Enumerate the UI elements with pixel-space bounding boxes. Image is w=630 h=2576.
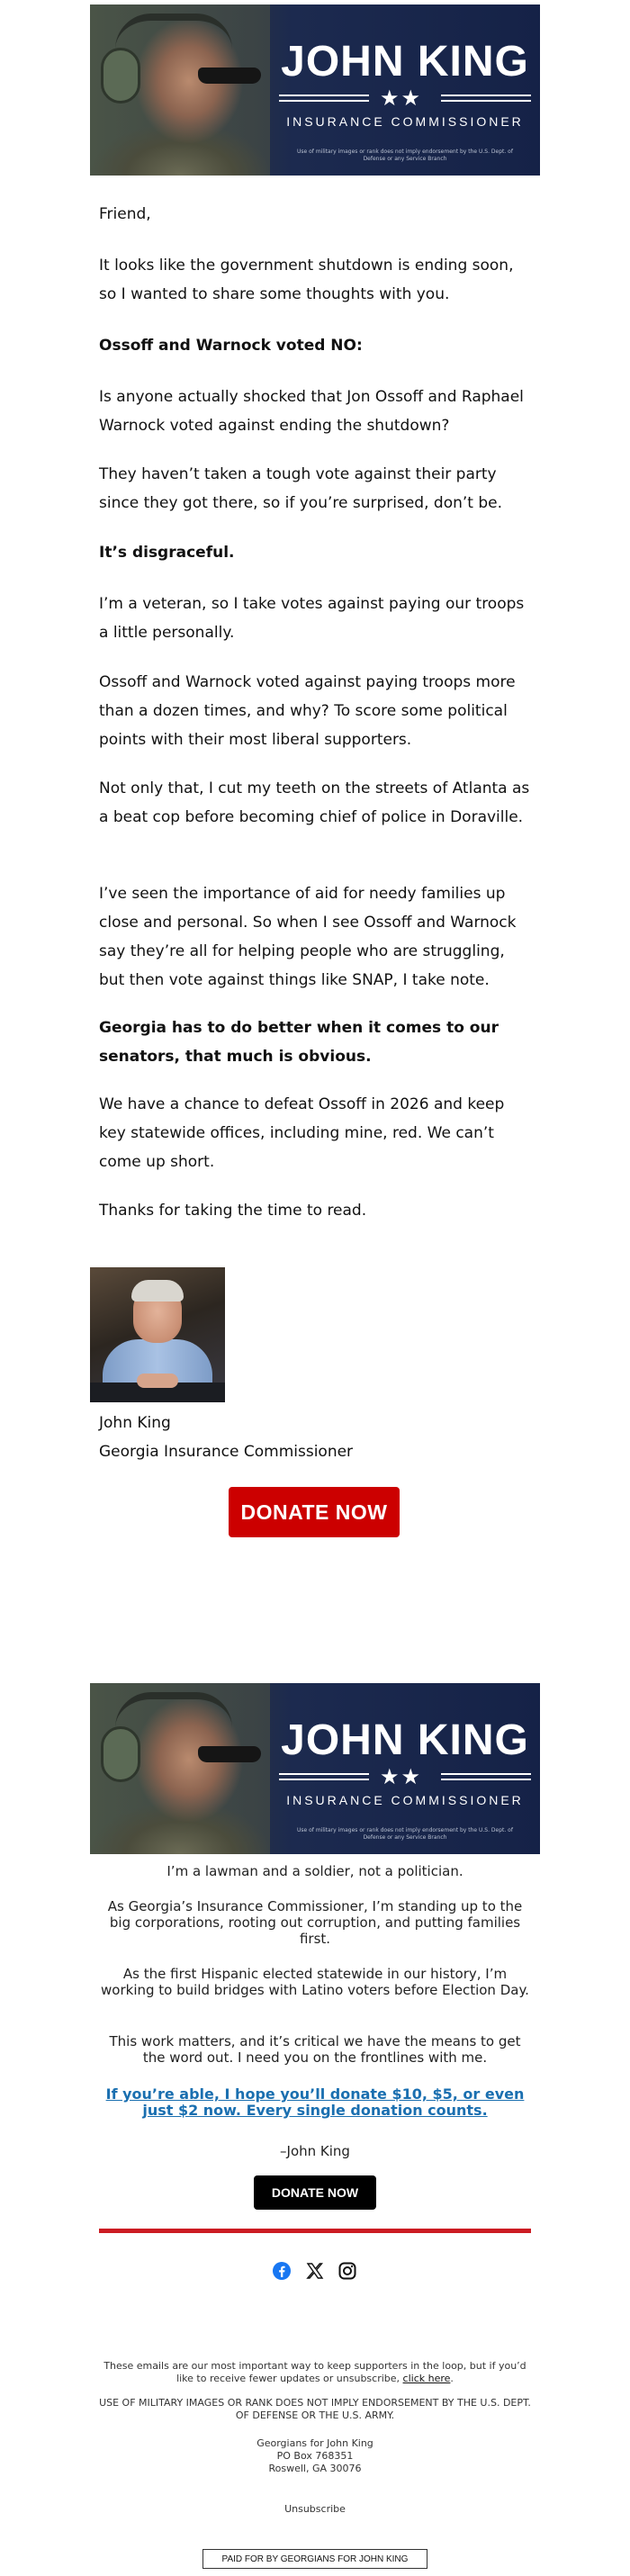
paragraph: I’m a veteran, so I take votes against paying our troops a little personally. [99, 595, 525, 642]
greeting: Friend, [99, 205, 151, 223]
heading-voted-no: Ossoff and Warnock voted NO: [99, 337, 363, 355]
paragraph: Ossoff and Warnock voted against paying troops more than a dozen times, and why? To score some political points with their most liberal supporters. [99, 673, 516, 749]
instagram-icon[interactable] [338, 2261, 357, 2281]
promo-paragraph: As the first Hispanic elected statewide in our history, I’m working to build bridges with Latino voters before Election Day. [101, 1966, 529, 1998]
unsubscribe-link[interactable]: Unsubscribe [284, 2503, 346, 2515]
footer-notice: These emails are our most important way to keep supporters in the loop, but if you’d like to receive fewer updates or unsubscribe, click here. [104, 2360, 526, 2384]
header-banner [90, 5, 540, 176]
paid-for-disclaimer: PAID FOR BY GEORGIANS FOR JOHN KING [202, 2549, 428, 2569]
donate-now-button[interactable]: DONATE NOW [229, 1487, 400, 1537]
candidate-photo [90, 5, 270, 176]
heading-disgraceful: It’s disgraceful. [99, 544, 235, 562]
paragraph: Not only that, I cut my teeth on the streets of Atlanta as a beat cop before becoming chief of police in Doraville. [99, 779, 530, 826]
stars-divider [279, 86, 531, 111]
org-name: Georgians for John King [256, 2437, 374, 2449]
city-address: Roswell, GA 30076 [268, 2463, 362, 2474]
heading-georgia: Georgia has to do better when it comes to our senators, that much is obvious. [99, 1019, 499, 1066]
candidate-photo [90, 1683, 270, 1854]
paragraph: Is anyone actually shocked that Jon Ossoff and Raphael Warnock voted against ending the shutdown? [99, 388, 524, 435]
banner-subtitle: INSURANCE COMMISSIONER [286, 114, 524, 129]
promo-paragraph: As Georgia’s Insurance Commissioner, I’m standing up to the big corporations, rooting out corruption, and putting families first. [107, 1898, 523, 1947]
paragraph: It looks like the government shutdown is ending soon, so I wanted to share some thoughts with you. [99, 257, 514, 303]
star-icon: ★★ [380, 86, 423, 111]
promo-signoff: –John King [280, 2143, 350, 2159]
banner-name: JOHN KING [281, 38, 529, 86]
po-box: PO Box 768351 [276, 2450, 354, 2462]
banner-name: JOHN KING [281, 1716, 529, 1764]
promo-paragraph: This work matters, and it’s critical we have the means to get the word out. I need you on the frontlines with me. [109, 2033, 521, 2066]
click-here-link[interactable]: click here [402, 2373, 451, 2384]
divider-rule [99, 2229, 531, 2233]
signature-title: Georgia Insurance Commissioner [99, 1443, 354, 1461]
signature-name: John King [99, 1414, 171, 1432]
paragraph: Thanks for taking the time to read. [99, 1202, 367, 1220]
promo-banner [90, 1683, 540, 1854]
x-icon[interactable] [305, 2261, 325, 2281]
donate-link[interactable]: If you’re able, I hope you’ll donate $10, $5, or even just $2 now. Every single donation counts. [105, 2085, 525, 2119]
promo-line: I’m a lawman and a soldier, not a politician. [166, 1863, 464, 1879]
stars-divider [279, 1764, 531, 1789]
banner-subtitle: INSURANCE COMMISSIONER [286, 1793, 524, 1807]
promo-donate-link-wrap [97, 2086, 533, 2119]
paragraph: They haven’t taken a tough vote against their party since they got there, so if you’re surprised, don’t be. [99, 465, 502, 512]
paragraph: I’ve seen the importance of aid for needy families up close and personal. So when I see Ossoff and Warnock say they’re all for helping people who are struggling, but then vote against things like SNAP, I take note. [99, 885, 517, 989]
donate-now-button-secondary[interactable]: DONATE NOW [254, 2175, 376, 2210]
banner-disclaimer: Use of military images or rank does not imply endorsement by the U.S. Dept. of Defense or any Service Branch [297, 149, 513, 162]
banner-disclaimer: Use of military images or rank does not imply endorsement by the U.S. Dept. of Defense or any Service Branch [297, 1827, 513, 1841]
candidate-portrait [90, 1267, 225, 1402]
military-disclaimer: USE OF MILITARY IMAGES OR RANK DOES NOT IMPLY ENDORSEMENT BY THE U.S. DEPT. OF DEFENSE OR THE U.S. ARMY. [99, 2397, 531, 2421]
facebook-icon[interactable] [272, 2261, 292, 2281]
paragraph: We have a chance to defeat Ossoff in 2026 and keep key statewide offices, including mine, red. We can’t come up short. [99, 1095, 505, 1171]
headset-icon [101, 1726, 140, 1782]
star-icon: ★★ [380, 1764, 423, 1789]
headset-icon [101, 48, 140, 104]
